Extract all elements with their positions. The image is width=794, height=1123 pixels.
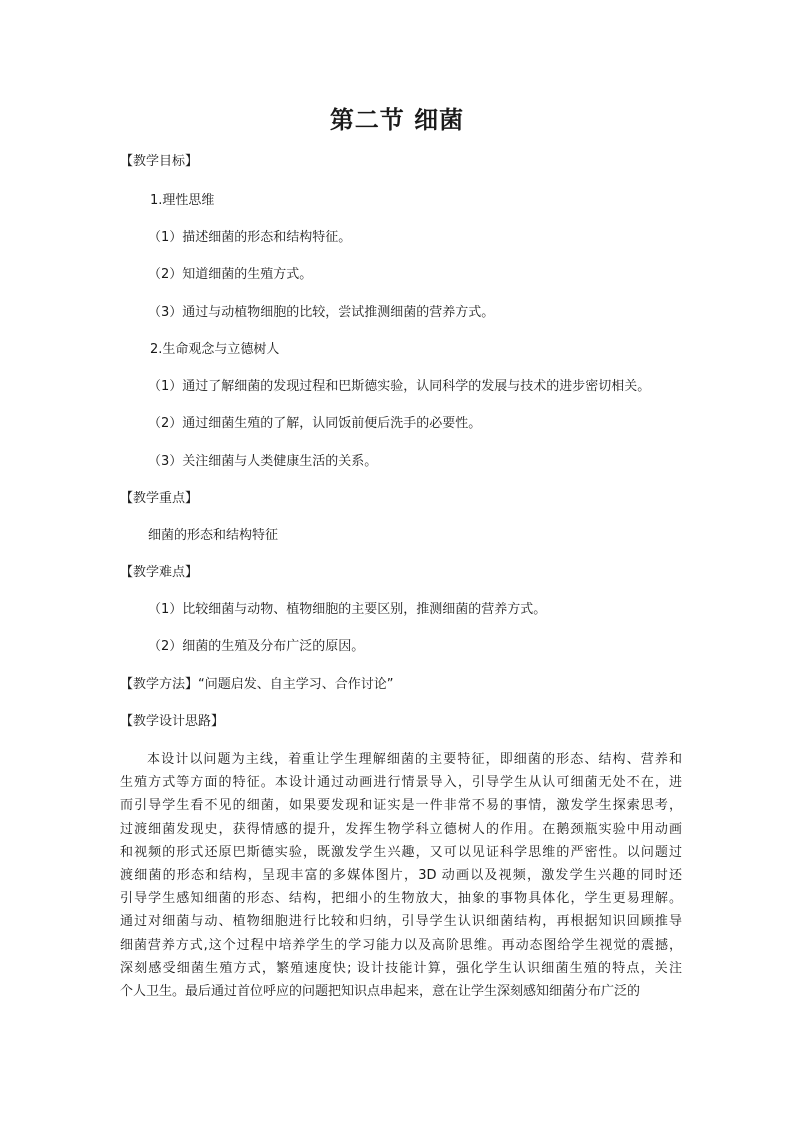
objective-2-heading: 2.生命观念与立德树人 xyxy=(150,342,280,357)
paragraph-line: 细菌营养方式,这个过程中培养学生的学习能力以及高阶思维。再动态图给学生视觉的震撼， xyxy=(120,937,682,953)
design-heading: 【教学设计思路】 xyxy=(120,714,225,729)
objective-1-item: （3）通过与动植物细胞的比较，尝试推测细菌的营养方式。 xyxy=(148,305,495,320)
page-title: 第二节 细菌 xyxy=(329,106,465,134)
paragraph-line: 通过对细菌与动、植物细胞进行比较和归纳，引导学生认识细菌结构，再根据知识回顾推导 xyxy=(120,914,682,930)
paragraph-line: 和视频的形式还原巴斯德实验，既激发学生兴趣，又可以见证科学思维的严密性。以问题过 xyxy=(120,844,682,860)
key-points-heading: 【教学重点】 xyxy=(120,491,199,506)
paragraph-line: 引导学生感知细菌的形态、结构，把细小的生物放大，抽象的事物具体化，学生更易理解。 xyxy=(120,891,682,907)
objective-2-item: （3）关注细菌与人类健康生活的关系。 xyxy=(148,454,378,469)
paragraph-line: 而引导学生看不见的细菌，如果要发现和证实是一件非常不易的事情，激发学生探索思考， xyxy=(120,798,682,814)
paragraph-line: 深刻感受细菌生殖方式，繁殖速度快; 设计技能计算，强化学生认识细菌生殖的特点，关注 xyxy=(120,960,682,976)
objective-2-item: （2）通过细菌生殖的了解，认同饭前便后洗手的必要性。 xyxy=(148,416,482,431)
difficulty-item: （1）比较细菌与动物、植物细胞的主要区别，推测细菌的营养方式。 xyxy=(148,602,547,617)
teaching-methods-line: 【教学方法】“问题启发、自主学习、合作讨论” xyxy=(120,677,394,692)
paragraph-line: 个人卫生。最后通过首位呼应的问题把知识点串起来，意在让学生深刻感知细菌分布广泛的 xyxy=(120,983,641,999)
paragraph-line: 渡细菌的形态和结构，呈现丰富的多媒体图片，3D 动画以及视频，激发学生兴趣的同时还 xyxy=(120,867,682,883)
objective-1-heading: 1.理性思维 xyxy=(150,193,215,208)
paragraph-line: 本设计以问题为主线，着重让学生理解细菌的主要特征，即细菌的形态、结构、营养和 xyxy=(147,752,682,767)
objective-2-item: （1）通过了解细菌的发现过程和巴斯德实验，认同科学的发展与技术的进步密切相关。 xyxy=(148,379,651,394)
paragraph-line: 生殖方式等方面的特征。本设计通过动画进行情景导入，引导学生从认可细菌无处不在，进 xyxy=(120,775,682,791)
objective-1-item: （2）知道细菌的生殖方式。 xyxy=(148,267,313,282)
objectives-heading: 【教学目标】 xyxy=(120,154,199,169)
paragraph-line: 过渡细菌发现史，获得情感的提升，发挥生物学科立德树人的作用。在鹅颈瓶实验中用动画 xyxy=(120,821,682,837)
difficulties-heading: 【教学难点】 xyxy=(120,565,199,580)
objective-1-item: （1）描述细菌的形态和结构特征。 xyxy=(148,230,352,245)
design-paragraph xyxy=(120,748,682,1003)
key-points-text: 细菌的形态和结构特征 xyxy=(148,528,279,543)
difficulty-item: （2）细菌的生殖及分布广泛的原因。 xyxy=(148,639,365,654)
